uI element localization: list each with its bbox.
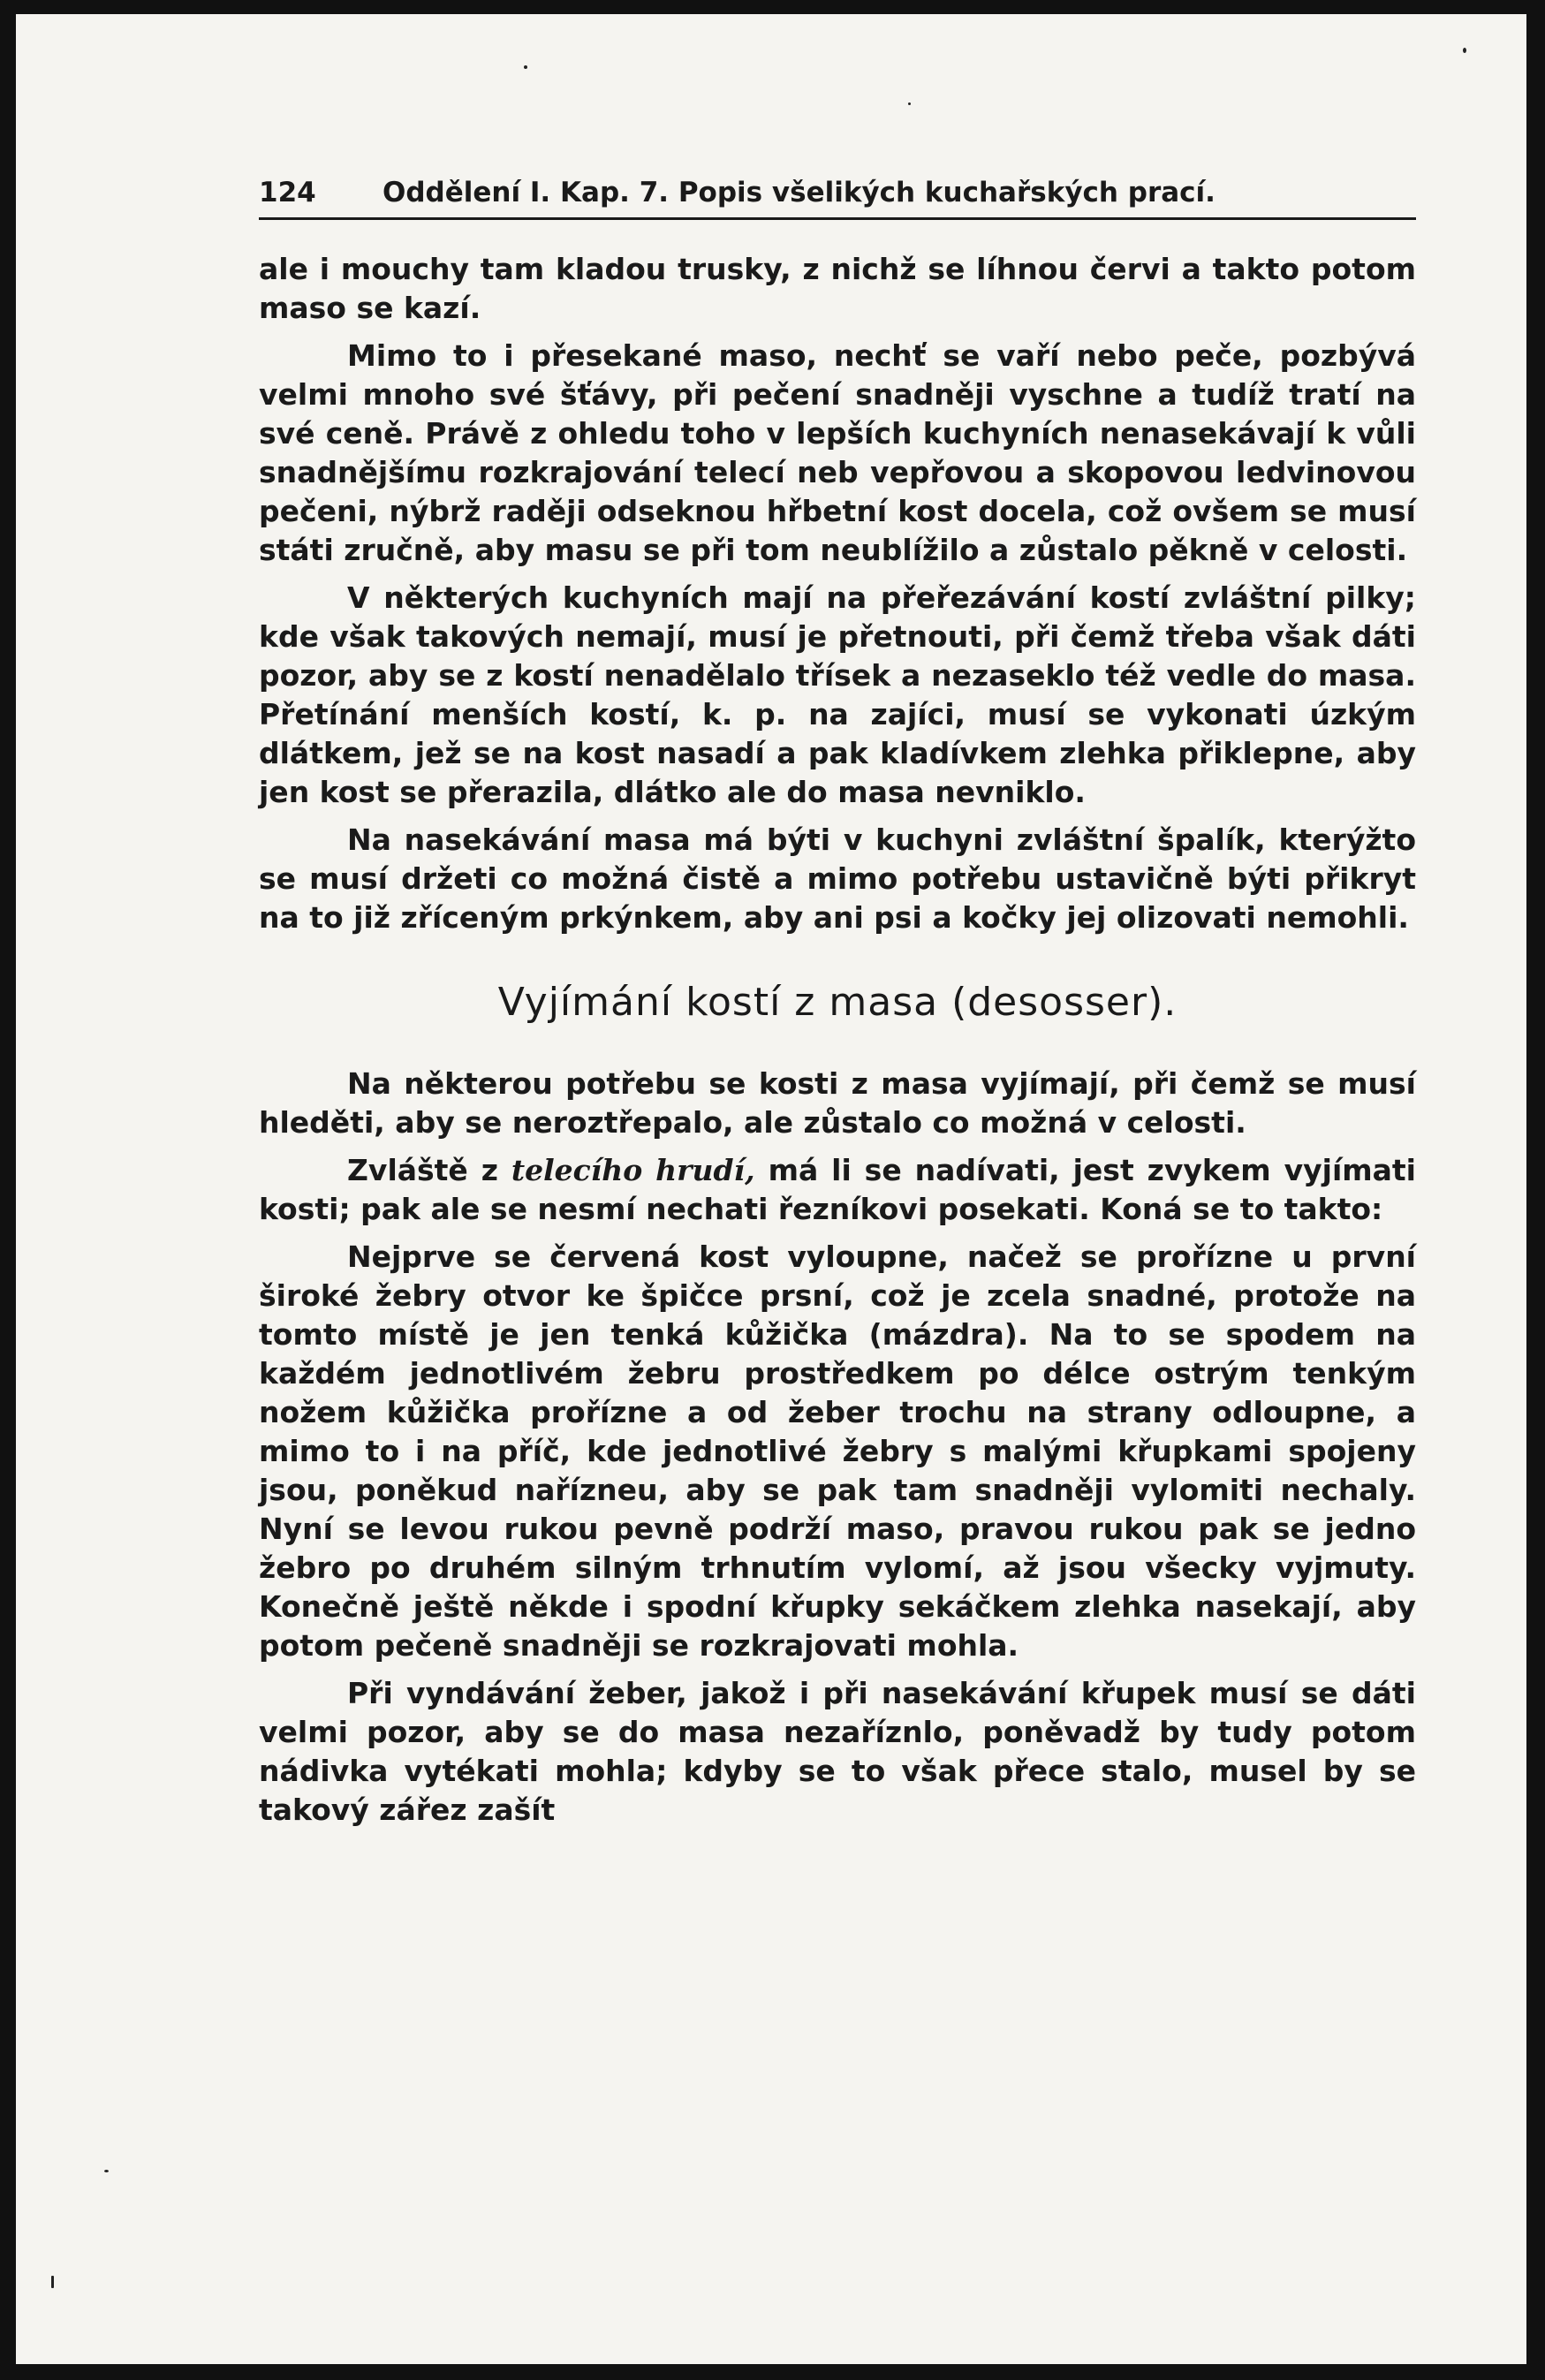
speck (524, 65, 527, 69)
page (16, 14, 1526, 2364)
paragraph: Mimo to i přesekané maso, nechť se vaří nebo peče, pozbývá velmi mnoho své šťávy, při pečení snadněji vyschne a tudíž tratí na své ceně. Právě z ohledu toho v lepších kuchyních nenasekávají k vůli snadnějšímu rozkrajování telecí neb vepřovou a skopovou ledvinovou pečeni, nýbrž raději odseknou hřbetní kost docela, což ovšem se musí státi zručně, aby masu se při tom neublížilo a zůstalo pěkně v celosti. (259, 338, 1416, 567)
running-title: Oddělení I. Kap. 7. Popis všelikých kuchařských prací. (382, 177, 1216, 208)
speck (908, 102, 911, 105)
text-column (259, 173, 1416, 1830)
paragraph-special (259, 1151, 1416, 1229)
paragraph: V některých kuchyních mají na přeřezávání kostí zvláštní pilky; kde však takových nemají, musí je přetnouti, při čemž třeba však dáti pozor, aby se z kostí nenadělalo třísek a nezaseklo též vedle do masa. Přetínání menších kostí, k. p. na zajíci, musí se vykonati úzkým dlátkem, jež se na kost nasadí a pak kladívkem zlehka přiklepne, aby jen kost se přerazila, dlátko ale do masa nevniklo. (259, 580, 1416, 809)
special-prefix: Zvláště z (347, 1153, 498, 1187)
speck (51, 2276, 54, 2288)
section-heading: Vyjímání kostí z masa (desosser). (497, 980, 1178, 1025)
paragraph: Při vyndávání žeber, jakož i při nasekávání křupek musí se dáti velmi pozor, aby se do masa nezaříznlo, poněvadž by tudy potom nádivka vytékati mohla; kdyby se to však přece stalo, musel by se takový zářez zašít (259, 1676, 1416, 1827)
special-suffix: má li se nadívati, jest zvykem vyjímati kosti; pak ale se nesmí nechati řezníkovi posekati. Koná se to takto: (259, 1153, 1416, 1226)
paragraph: Nejprve se červená kost vyloupne, načež se prořízne u první široké žebry otvor ke špičce prsní, což je zcela snadné, protože na tomto místě je jen tenká kůžička (mázdra). Na to se spodem na každém jednotlivém žebru prostředkem po délce ostrým tenkým nožem kůžička prořízne a od žeber trochu na strany odloupne, a mimo to i na příč, kde jednotlivé žebry s malými křupkami spojeny jsou, poněkud nařízneu, aby se pak tam snadněji vylomiti nechaly. Nyní se levou rukou pevně podrží maso, pravou rukou pak se jedno žebro po druhém silným trhnutím vylomí, až jsou všecky vyjmuty. Konečně ještě někde i spodní křupky sekáčkem zlehka nasekají, aby potom pečeně snadněji se rozkrajovati mohla. (259, 1239, 1416, 1663)
paragraph: ale i mouchy tam kladou trusky, z nichž se líhnou červi a takto potom maso se kazí. (259, 252, 1416, 325)
speck (104, 2170, 109, 2172)
page-number: 124 (259, 177, 316, 208)
speck (1463, 48, 1466, 53)
paragraph: Na nasekávání masa má býti v kuchyni zvláštní špalík, kterýžto se musí držeti co možná čistě a mimo potřebu ustavičně býti přikryt na to již zříceným prkýnkem, aby ani psi a kočky jej olizovati nemohli. (259, 822, 1416, 935)
special-italic: telecího hrudí, (511, 1153, 755, 1187)
running-header (259, 173, 1416, 220)
paragraph: Na některou potřebu se kosti z masa vyjímají, při čemž se musí hleděti, aby se neroztřepalo, ale zůstalo co možná v celosti. (259, 1066, 1416, 1140)
